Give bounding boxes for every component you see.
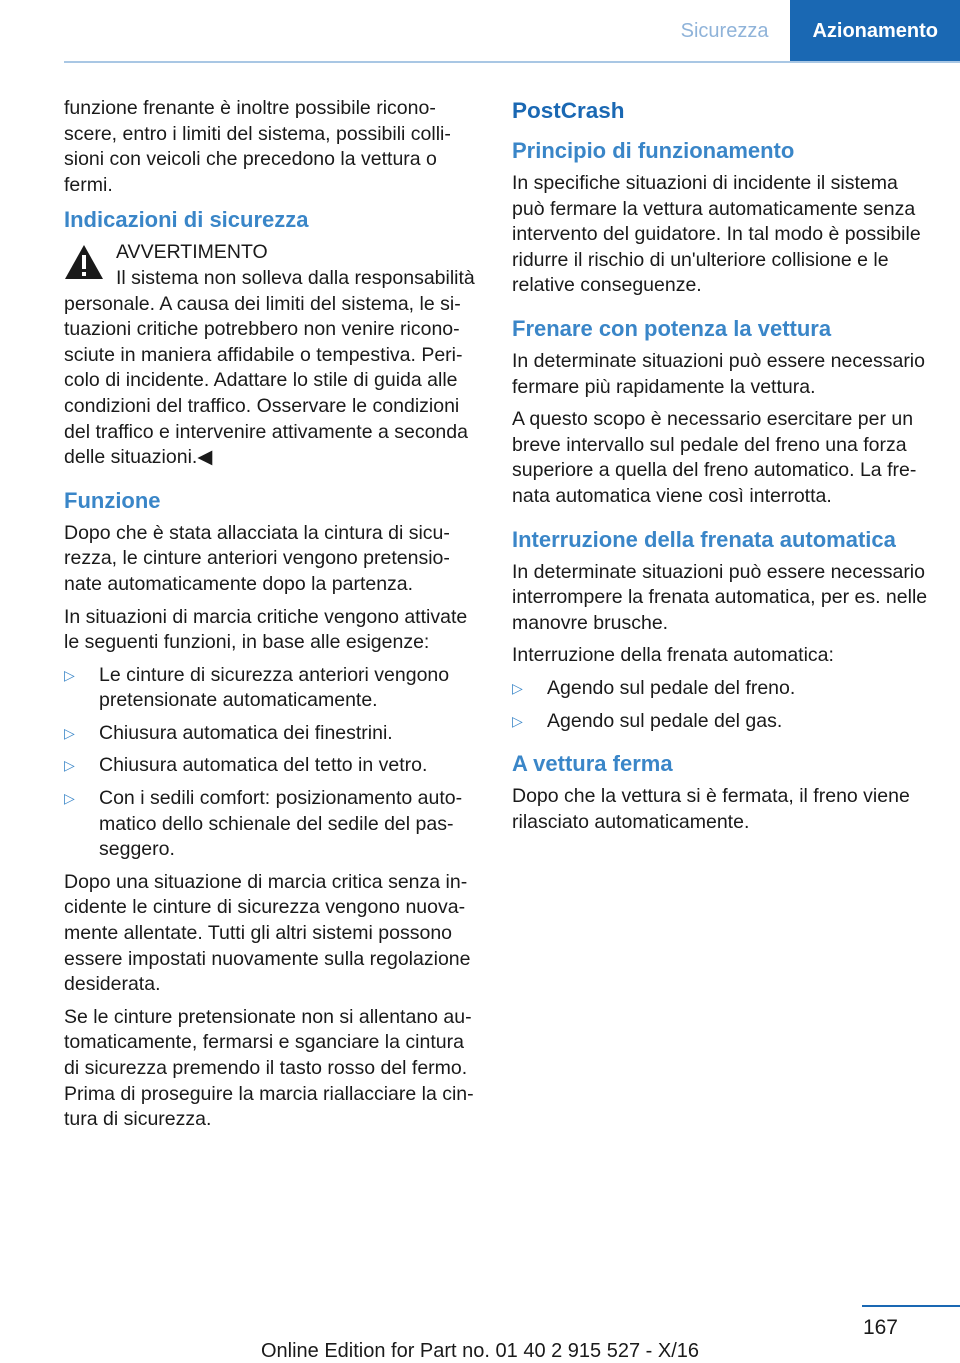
list-item: ▷ Chiusura automatica del tetto in vetro. — [64, 753, 480, 779]
right-column — [512, 96, 928, 842]
triangle-bullet-icon: ▷ — [64, 790, 75, 807]
warning-title: AVVERTIMENTO — [116, 241, 268, 264]
stopped-heading: A vettura ferma — [512, 751, 673, 777]
header-tab-azionamento[interactable]: Azionamento — [790, 0, 960, 62]
principle-heading: Principio di funzionamento — [512, 138, 795, 163]
section-title: PostCrash — [512, 98, 625, 123]
list-item: ▷ Con i sedili comfort: posizionamento automatico dello schienale del sedile del passeggero. — [64, 787, 463, 861]
brake-paragraph-2: A questo scopo è necessario esercitare per un breve intervallo sul pedale del freno una forza superiore a quella del freno automatico. La frenata automatica viene così interrotta. — [512, 408, 917, 507]
triangle-bullet-icon: ▷ — [512, 712, 523, 729]
brake-paragraph-1: In determinate situazioni può essere necessario fermare più rapidamente la vettura. — [512, 349, 925, 398]
triangle-bullet-icon: ▷ — [64, 666, 75, 683]
warning-rest: personale. A causa dei limiti del sistema, le situazioni critiche potrebbero non venire riconosciute in maniera affidabile o tempestiva. Pericolo di incidente. Adattare lo stile di guida alle condizioni del traffico. Osservare le condizioni del traffico e intervenire attivamente a seconda delle situazioni.◀ — [64, 292, 468, 469]
list-item: ▷ Chiusura automatica dei finestrini. — [64, 721, 480, 747]
function-heading: Funzione — [64, 487, 161, 513]
after-paragraph-2: Se le cinture pretensionate non si allentano automaticamente, fermarsi e sganciare la cintura di sicurezza premendo il tasto rosso del fermo. Prima di proseguire la marcia riallacciare la cintura di sicurezza. — [64, 1005, 474, 1131]
header-divider — [64, 61, 960, 63]
function-list — [64, 663, 480, 863]
list-item: ▷ Agendo sul pedale del gas. — [512, 709, 928, 735]
stopped-paragraph: Dopo che la vettura si è fermata, il freno viene rilasciato automaticamente. — [512, 785, 910, 833]
page-header — [659, 0, 960, 62]
triangle-bullet-icon: ▷ — [64, 757, 75, 774]
footer-divider — [862, 1305, 960, 1307]
page-number: 167 — [862, 1316, 898, 1339]
left-column — [64, 96, 480, 1140]
warning-text — [64, 266, 480, 471]
function-paragraph-2: In situazioni di marcia critiche vengono attivate le seguenti funzioni, in base alle esigenze: — [64, 605, 468, 654]
warning-first-line: Il sistema non solleva dalla responsabilità — [116, 266, 475, 289]
triangle-bullet-icon: ▷ — [512, 679, 523, 696]
interrupt-paragraph-2: Interruzione della frenata automatica: — [512, 644, 834, 667]
triangle-bullet-icon: ▷ — [64, 724, 75, 741]
header-tab-sicurezza[interactable]: Sicurezza — [680, 19, 769, 42]
brake-heading: Frenare con potenza la vettura — [512, 315, 832, 341]
warning-triangle-icon — [64, 244, 104, 280]
function-paragraph-1: Dopo che è stata allacciata la cintura di sicurezza, le cinture anteriori vengono pretensionate automaticamente dopo la partenza. — [64, 521, 450, 595]
edition-text: Online Edition for Part no. 01 40 2 915 527 - X/16 — [260, 1340, 700, 1362]
list-item: ▷ Le cinture di sicurezza anteriori vengono pretensionate automaticamente. — [64, 663, 450, 712]
interrupt-heading: Interruzione della frenata automatica — [512, 526, 896, 552]
safety-heading: Indicazioni di sicurezza — [64, 207, 309, 233]
after-paragraph-1: Dopo una situazione di marcia critica senza incidente le cinture di sicurezza vengono nuovamente allentate. Tutti gli altri sistemi possono essere impostati nuovamente sulla regolazione desiderata. — [64, 870, 471, 996]
intro-paragraph: funzione frenante è inoltre possibile riconoscere, entro i limiti del sistema, possibili collisioni con veicoli che precedono la vettura o fermi. — [64, 97, 451, 196]
interrupt-paragraph-1: In determinate situazioni può essere necessario interrompere la frenata automatica, per es. nelle manovre brusche. — [512, 560, 928, 634]
principle-paragraph: In specifiche situazioni di incidente il sistema può fermare la vettura automaticamente senza intervento del guidatore. In tal modo è possibile ridurre il rischio di un'ulteriore collisione e le relative conseguenze. — [512, 172, 921, 297]
warning-block — [64, 240, 480, 470]
list-item: ▷ Agendo sul pedale del freno. — [512, 676, 928, 702]
interrupt-list — [512, 676, 928, 734]
